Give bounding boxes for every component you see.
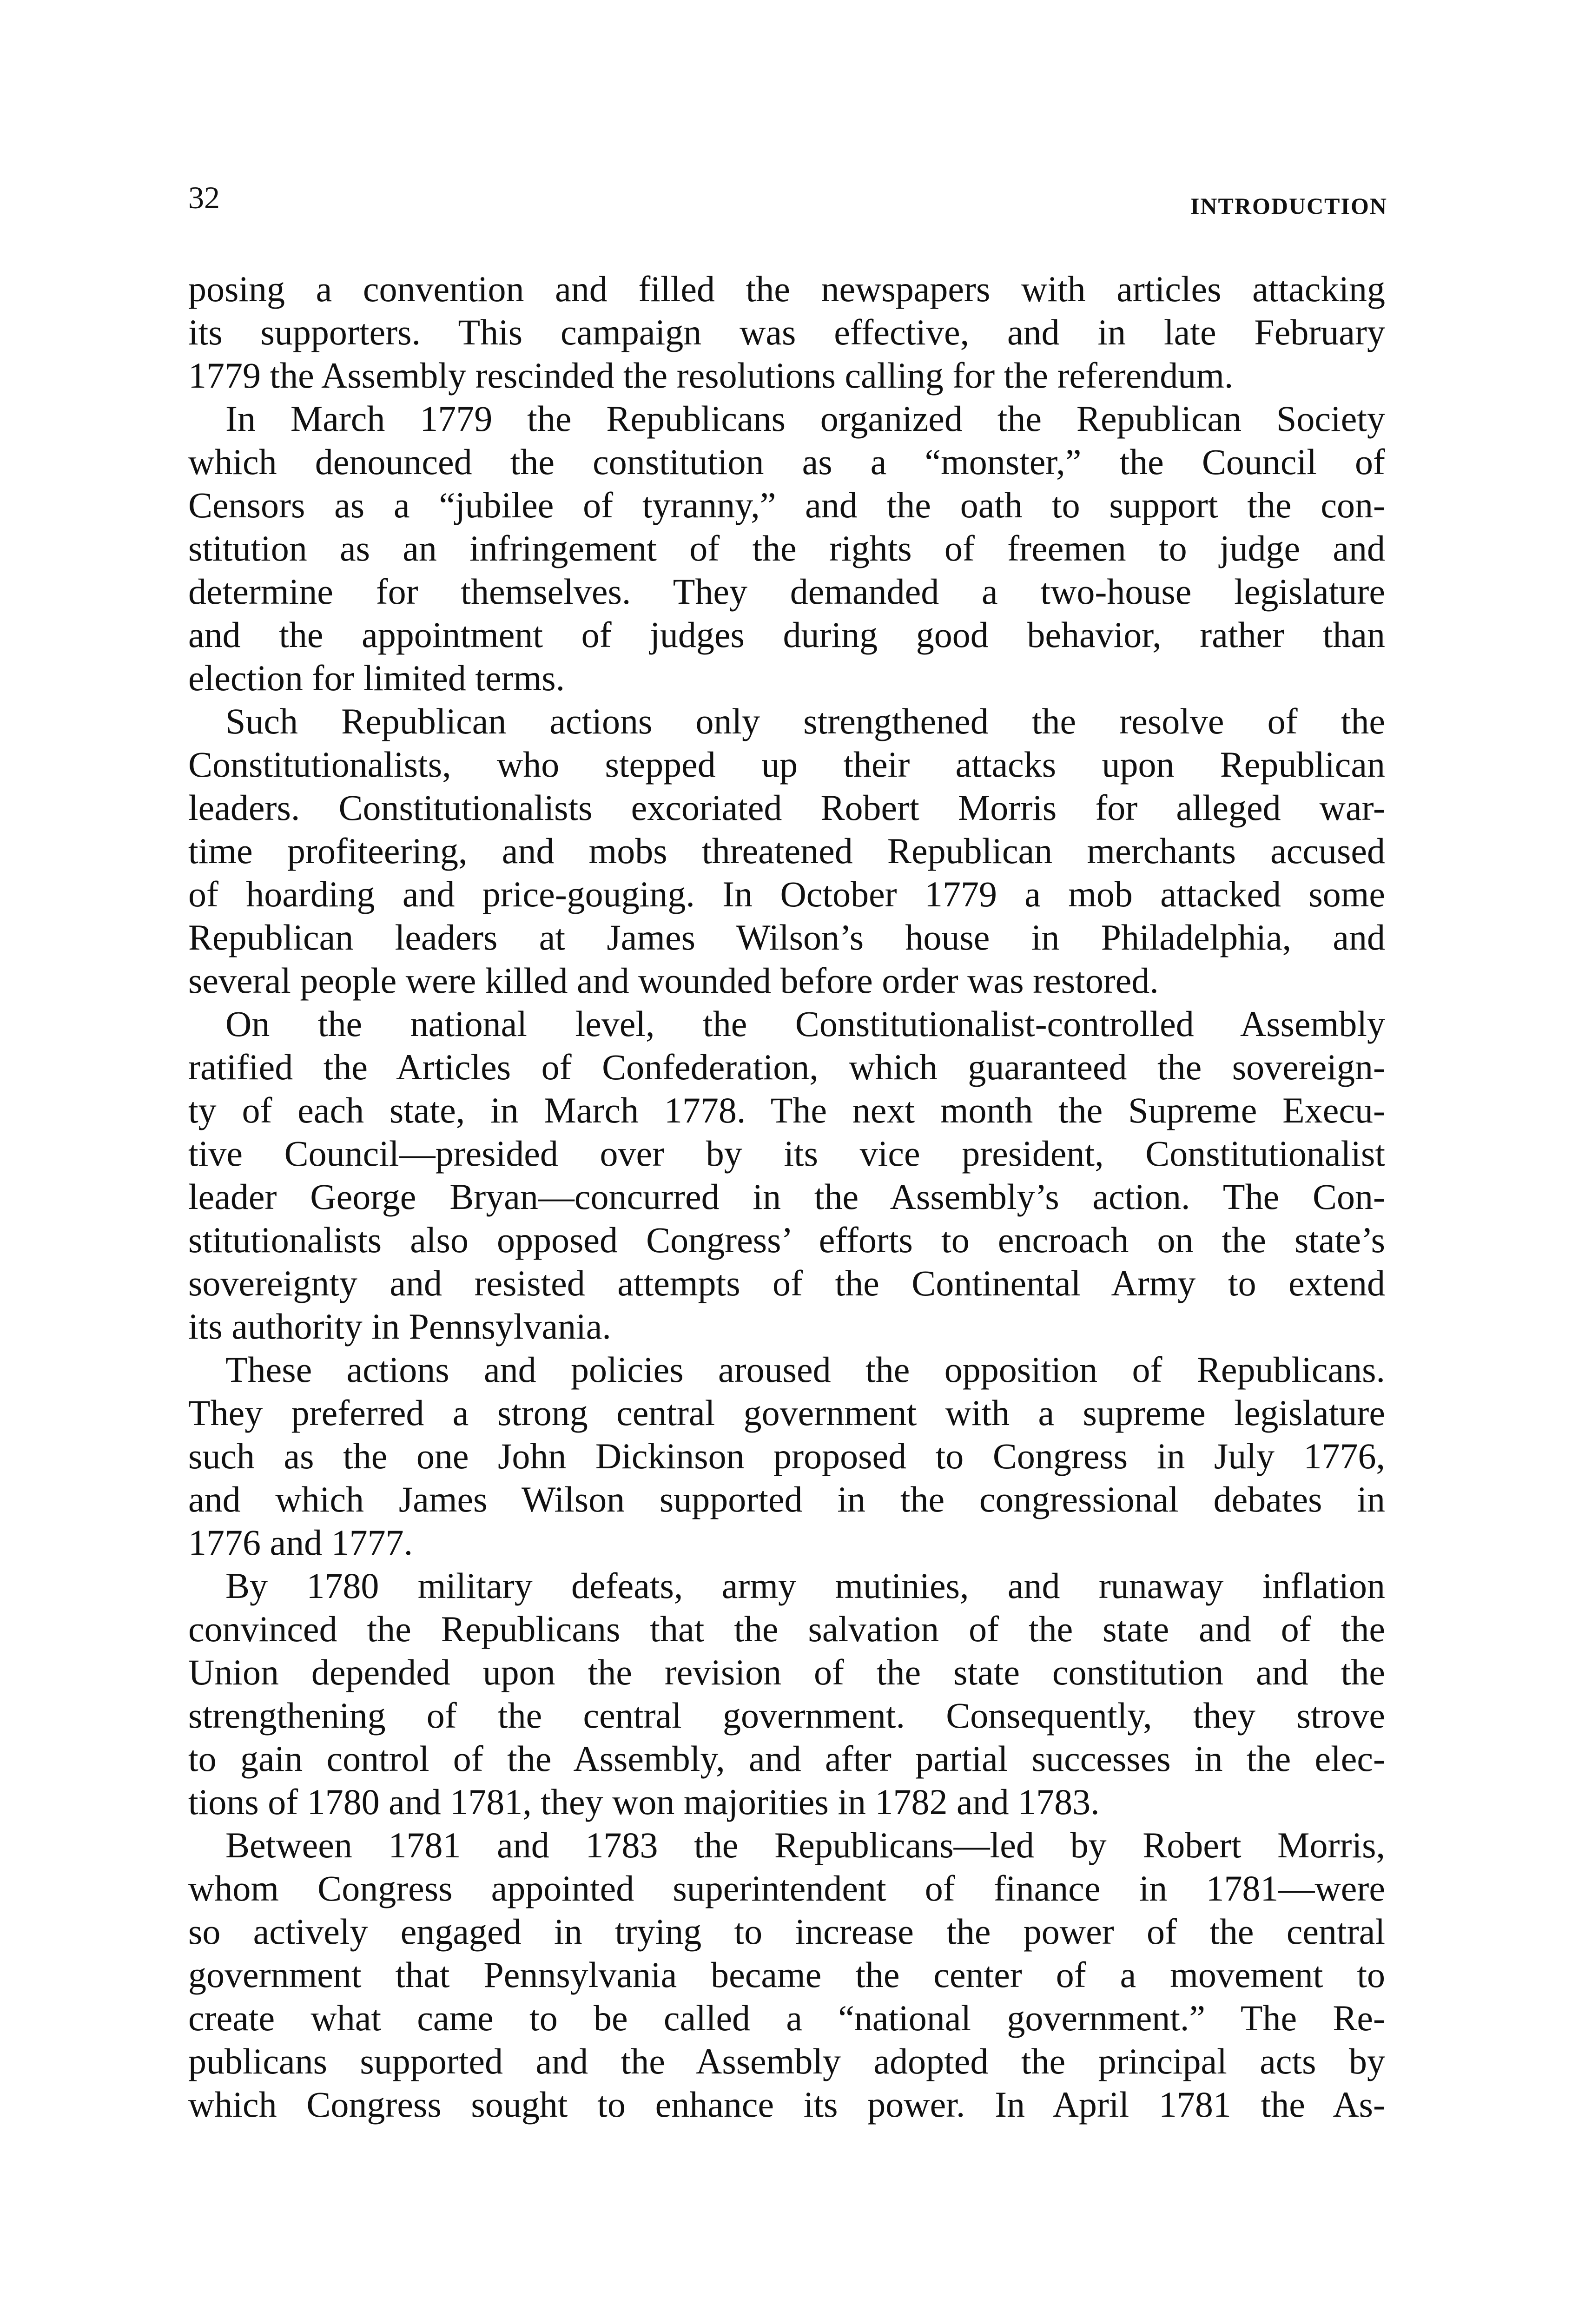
text-line: sovereignty and resisted attempts of the Continental Army to extend	[188, 1263, 1385, 1303]
text-line: Censors as a “jubilee of tyranny,” and the oath to support the con-	[188, 485, 1385, 525]
paragraph	[188, 1564, 1385, 1823]
text-line: Between 1781 and 1783 the Republicans—led by Robert Morris,	[225, 1825, 1385, 1865]
text-line: government that Pennsylvania became the center of a movement to	[188, 1954, 1385, 1995]
text-line: to gain control of the Assembly, and after partial successes in the elec-	[188, 1738, 1385, 1779]
text-line: publicans supported and the Assembly adopted the principal acts by	[188, 2041, 1385, 2081]
text-line: create what came to be called a “national government.” The Re-	[188, 1998, 1385, 2038]
text-line: and which James Wilson supported in the congressional debates in	[188, 1479, 1385, 1519]
text-line: and the appointment of judges during good behavior, rather than	[188, 614, 1385, 655]
text-line: Republican leaders at James Wilson’s house in Philadelphia, and	[188, 917, 1385, 957]
text-line: 1776 and 1777.	[188, 1522, 413, 1563]
text-line: convinced the Republicans that the salvation of the state and of the	[188, 1609, 1385, 1649]
text-line: which Congress sought to enhance its power. In April 1781 the As-	[188, 2084, 1385, 2125]
paragraph	[188, 700, 1385, 1002]
text-line: Union depended upon the revision of the state constitution and the	[188, 1652, 1385, 1692]
text-line: They preferred a strong central government with a supreme legislature	[188, 1393, 1385, 1433]
text-line: In March 1779 the Republicans organized the Republican Society	[225, 398, 1385, 439]
page-number: 32	[188, 180, 220, 215]
text-line: tive Council—presided over by its vice president, Constitutionalist	[188, 1133, 1385, 1174]
text-line: 1779 the Assembly rescinded the resolutions calling for the referendum.	[188, 355, 1234, 396]
paragraph	[188, 1348, 1385, 1564]
text-line: By 1780 military defeats, army mutinies, and runaway inflation	[225, 1565, 1385, 1606]
text-line: These actions and policies aroused the opposition of Republicans.	[225, 1349, 1385, 1390]
text-line: ratified the Articles of Confederation, which guaranteed the sovereign-	[188, 1047, 1385, 1087]
paragraph	[188, 397, 1385, 700]
text-line: several people were killed and wounded before order was restored.	[188, 960, 1159, 1001]
text-line: whom Congress appointed superintendent of finance in 1781—were	[188, 1868, 1385, 1908]
text-line: which denounced the constitution as a “monster,” the Council of	[188, 442, 1385, 482]
paragraph	[188, 1823, 1385, 2126]
text-line: such as the one John Dickinson proposed to Congress in July 1776,	[188, 1436, 1385, 1476]
text-line: posing a convention and filled the newspapers with articles attacking	[188, 269, 1385, 309]
text-line: stitution as an infringement of the rights of freemen to judge and	[188, 528, 1385, 568]
text-line: determine for themselves. They demanded a two-house legislature	[188, 571, 1385, 612]
text-line: election for limited terms.	[188, 658, 565, 698]
text-line: Constitutionalists, who stepped up their attacks upon Republican	[188, 744, 1385, 785]
text-line: leader George Bryan—concurred in the Assembly’s action. The Con-	[188, 1176, 1385, 1217]
paragraph	[188, 267, 1385, 397]
text-line: leaders. Constitutionalists excoriated Robert Morris for alleged war-	[188, 787, 1385, 828]
text-line: On the national level, the Constitutionalist-controlled Assembly	[225, 1004, 1385, 1044]
text-line: Such Republican actions only strengthened the resolve of the	[225, 701, 1385, 741]
paragraph	[188, 1002, 1385, 1348]
text-line: stitutionalists also opposed Congress’ efforts to encroach on the state’s	[188, 1220, 1385, 1260]
text-line: strengthening of the central government. Consequently, they strove	[188, 1695, 1385, 1736]
text-line: its authority in Pennsylvania.	[188, 1306, 611, 1347]
text-line: time profiteering, and mobs threatened Republican merchants accused	[188, 831, 1385, 871]
text-line: so actively engaged in trying to increase the power of the central	[188, 1911, 1385, 1952]
running-head	[188, 174, 1387, 230]
section-title: INTRODUCTION	[1190, 193, 1387, 219]
text-line: ty of each state, in March 1778. The next month the Supreme Execu-	[188, 1090, 1385, 1130]
body-text	[188, 267, 1385, 2126]
text-line: of hoarding and price-gouging. In October 1779 a mob attacked some	[188, 874, 1385, 914]
text-line: tions of 1780 and 1781, they won majorities in 1782 and 1783.	[188, 1782, 1100, 1822]
text-line: its supporters. This campaign was effective, and in late February	[188, 312, 1385, 352]
